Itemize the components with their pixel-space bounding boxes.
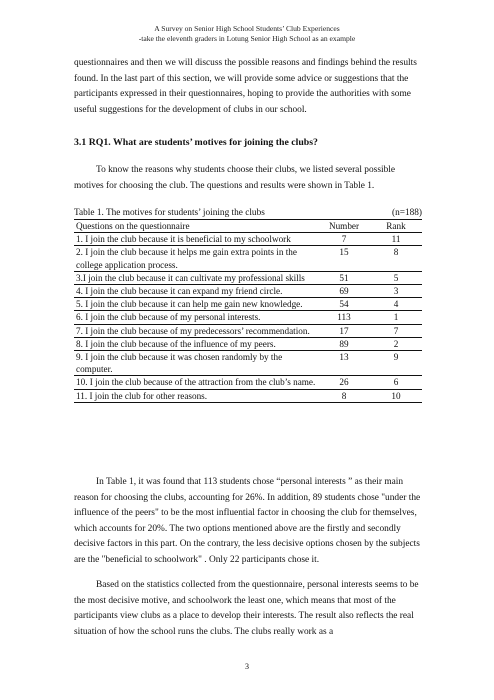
table-row (74, 271, 422, 284)
table-header-row (74, 220, 422, 233)
question-cell: 7. I join the club because of my predecessors’ recommendation. (74, 324, 318, 337)
rank-cell: 9 (370, 351, 422, 376)
table-row (74, 337, 422, 350)
table-row (74, 351, 422, 376)
question-cell: 1. I join the club because it is beneficial to my schoolwork (74, 233, 318, 246)
table-row (74, 311, 422, 324)
running-header (0, 24, 494, 43)
rank-cell: 7 (370, 324, 422, 337)
number-cell: 8 (318, 389, 370, 402)
header-title: A Survey on Senior High School Students’ Club Experiences (154, 24, 340, 33)
number-cell: 13 (318, 351, 370, 376)
question-cell: 2. I join the club because it helps me gain extra points in the college application process. (74, 246, 318, 271)
column-header-number: Number (318, 220, 370, 233)
number-cell: 26 (318, 376, 370, 389)
question-cell: 4. I join the club because it can expand my friend circle. (74, 285, 318, 298)
question-cell: 9. I join the club because it was chosen randomly by the computer. (74, 351, 318, 376)
sample-size-label: (n=188) (391, 208, 422, 218)
rank-cell: 6 (370, 376, 422, 389)
section-heading: 3.1 RQ1. What are students’ motives for joining the clubs? (74, 137, 318, 148)
rank-cell: 5 (370, 271, 422, 284)
page-number: 3 (245, 662, 249, 671)
question-cell: 5. I join the club because it can help me gain new knowledge. (74, 298, 318, 311)
number-cell: 51 (318, 271, 370, 284)
findings-paragraph: In Table 1, it was found that 113 students chose “personal interests ” as their main reason for choosing the clubs, accounting for 26%. In addition, 89 students chose "under the influence of the peers" to be the most influential factor in choosing the club for themselves, which accounts for 20%. The two options mentioned above are the firstly and secondly decisive factors in this part. On the contrary, the less decisive options chosen by the subjects are the "beneficial to schoolwork" . Only 22 participants chose it. (74, 477, 421, 565)
rank-cell: 3 (370, 285, 422, 298)
number-cell: 54 (318, 298, 370, 311)
motives-paragraph: To know the reasons why students choose their clubs, we listed several possible motives for choosing the club. The questions and results were shown in Table 1. (74, 165, 396, 191)
question-cell: 11. I join the club for other reasons. (74, 389, 318, 402)
question-cell: 10. I join the club because of the attraction from the club’s name. (74, 376, 318, 389)
header-subtitle: -take the eleventh graders in Lotung Senior High School as an example (138, 33, 356, 43)
table-row (74, 246, 422, 271)
data-table (74, 219, 422, 403)
table-row (74, 285, 422, 298)
number-cell: 89 (318, 337, 370, 350)
rank-cell: 4 (370, 298, 422, 311)
table-row (74, 376, 422, 389)
number-cell: 69 (318, 285, 370, 298)
discussion-paragraph: Based on the statistics collected from the questionnaire, personal interests seems to be the most decisive motive, and schoolwork the least one, which means that most of the participants view clubs as a place to develop their interests. The result also reflects the real situation of how the school runs the clubs. The clubs really work as a (74, 580, 419, 637)
rank-cell: 8 (370, 246, 422, 271)
table-caption-row (74, 207, 422, 219)
table-row (74, 324, 422, 337)
number-cell: 113 (318, 311, 370, 324)
table-row (74, 389, 422, 402)
rank-cell: 1 (370, 311, 422, 324)
rank-cell: 2 (370, 337, 422, 350)
question-cell: 3.I join the club because it can cultivate my professional skills (74, 271, 318, 284)
question-cell: 8. I join the club because of the influence of my peers. (74, 337, 318, 350)
table-row (74, 233, 422, 246)
motives-table (74, 207, 422, 403)
question-cell: 6. I join the club because of my personal interests. (74, 311, 318, 324)
table-row (74, 298, 422, 311)
number-cell: 7 (318, 233, 370, 246)
column-header-rank: Rank (370, 220, 422, 233)
column-header-question: Questions on the questionnaire (74, 220, 318, 233)
number-cell: 15 (318, 246, 370, 271)
table-caption: Table 1. The motives for students’ joining the clubs (74, 208, 265, 218)
rank-cell: 11 (370, 233, 422, 246)
number-cell: 17 (318, 324, 370, 337)
rank-cell: 10 (370, 389, 422, 402)
intro-paragraph: questionnaires and then we will discuss the possible reasons and findings behind the results found. In the last part of this section, we will provide some advice or suggestions that the participants expressed in their questionnaires, hoping to provide the authorities with some useful suggestions for the development of clubs in our school. (74, 58, 417, 115)
